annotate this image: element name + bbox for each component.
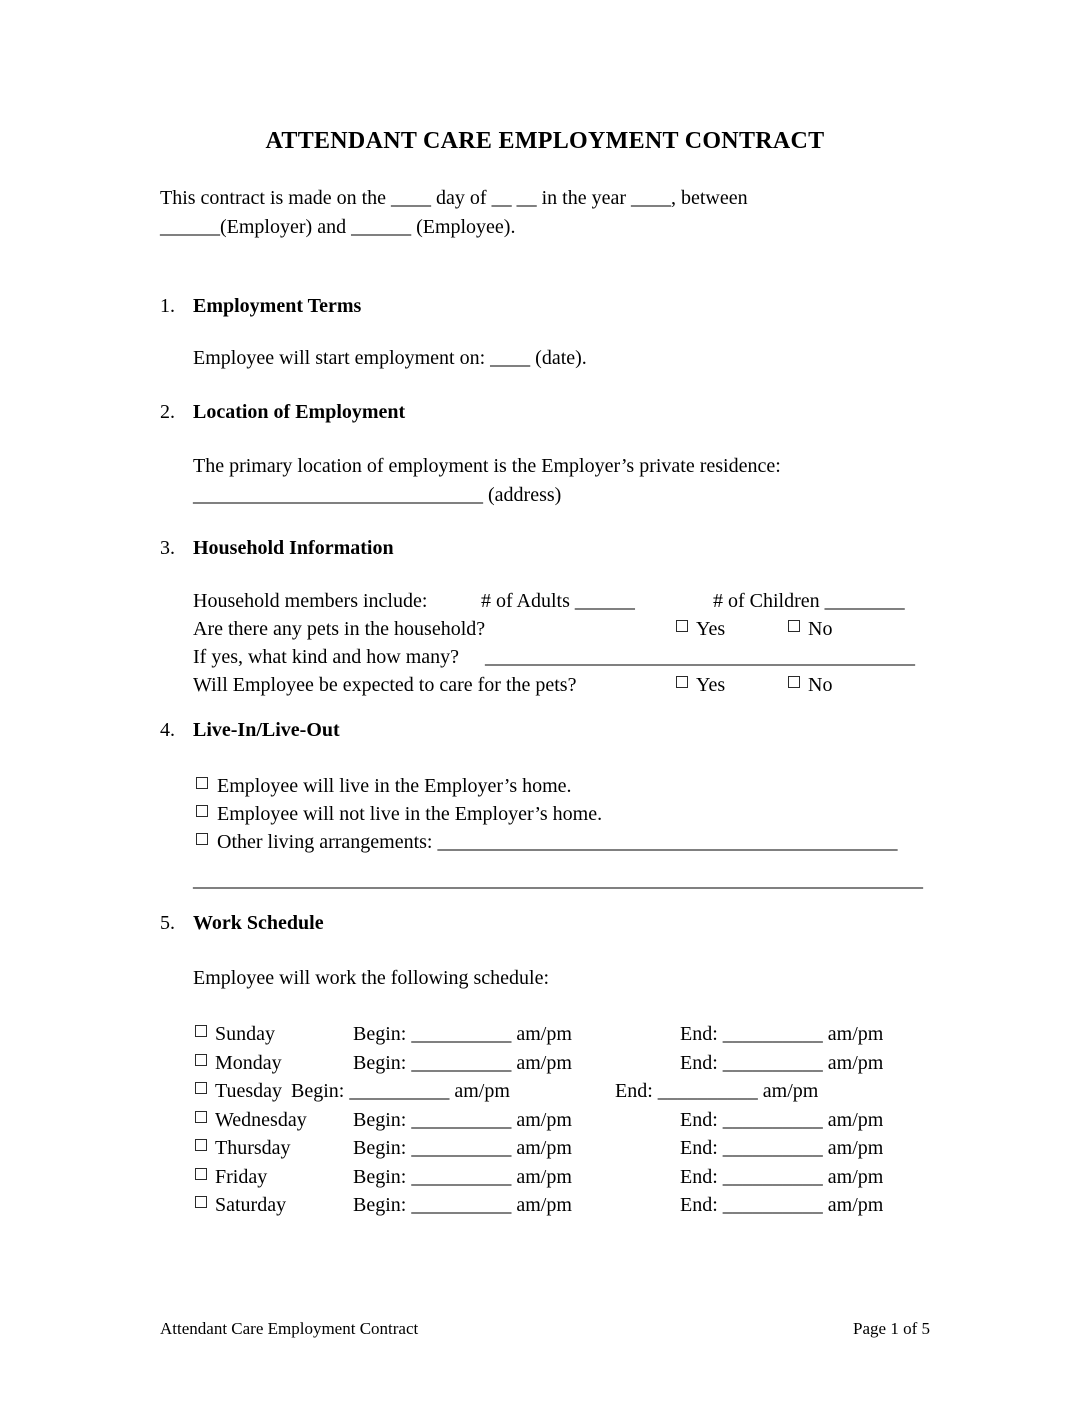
schedule-row-sunday — [193, 1020, 930, 1048]
yes-label: Yes — [696, 674, 726, 696]
thursday-checkbox[interactable] — [195, 1139, 207, 1151]
pets-yes-checkbox[interactable] — [676, 620, 688, 632]
section-4-title: Live-In/Live-Out — [193, 719, 340, 741]
section-5-heading — [160, 909, 324, 937]
schedule-intro: Employee will work the following schedule: — [193, 967, 550, 989]
tuesday-checkbox[interactable] — [195, 1082, 207, 1094]
friday-checkbox[interactable] — [195, 1168, 207, 1180]
section-5-title: Work Schedule — [193, 912, 324, 934]
end-time-blank: End: __________ am/pm — [680, 1052, 884, 1074]
other-arrangements-continuation-blank: _________________________________________________________________________ — [193, 869, 923, 891]
day-label: Friday — [215, 1166, 268, 1188]
end-time-blank: End: __________ am/pm — [615, 1080, 819, 1102]
location-line-1: The primary location of employment is the Employer’s private residence: — [193, 455, 781, 477]
section-2-title: Location of Employment — [193, 401, 406, 423]
intro-paragraph — [160, 184, 748, 242]
section-1-heading — [160, 292, 361, 320]
other-arrangements-checkbox[interactable] — [196, 833, 208, 845]
tuesday-option — [195, 1077, 207, 1105]
live-out-checkbox[interactable] — [196, 805, 208, 817]
live-out-option — [193, 800, 602, 828]
pets-care-no-option — [788, 671, 832, 699]
document-title: ATTENDANT CARE EMPLOYMENT CONTRACT — [265, 128, 825, 154]
pets-no-option — [788, 615, 832, 643]
address-blank-line: _____________________________ (address) — [193, 484, 562, 506]
wednesday-option — [195, 1106, 207, 1134]
live-out-label: Employee will not live in the Employer’s home. — [217, 803, 603, 825]
section-2-heading — [160, 398, 405, 426]
saturday-checkbox[interactable] — [195, 1196, 207, 1208]
day-label: Tuesday — [215, 1080, 283, 1102]
schedule-row-thursday — [193, 1134, 930, 1162]
pets-kind-blank: ___________________________________________ — [485, 646, 915, 668]
pets-care-yes-checkbox[interactable] — [676, 676, 688, 688]
saturday-option — [195, 1191, 207, 1219]
section-4-number: 4. — [160, 719, 175, 741]
employment-start-line: Employee will start employment on: ____ (date). — [193, 347, 587, 369]
section-5-number: 5. — [160, 912, 175, 934]
pets-yes-option — [676, 615, 725, 643]
day-label: Thursday — [215, 1137, 291, 1159]
pets-kind-question: If yes, what kind and how many? — [193, 646, 460, 668]
section-1-title: Employment Terms — [193, 295, 362, 317]
day-label: Saturday — [215, 1194, 287, 1216]
sunday-checkbox[interactable] — [195, 1025, 207, 1037]
section-4-heading — [160, 716, 340, 744]
schedule-row-wednesday — [193, 1106, 930, 1134]
end-time-blank: End: __________ am/pm — [680, 1166, 884, 1188]
monday-checkbox[interactable] — [195, 1054, 207, 1066]
begin-time-blank: Begin: __________ am/pm — [353, 1052, 572, 1074]
end-time-blank: End: __________ am/pm — [680, 1109, 884, 1131]
page-content — [160, 0, 930, 1408]
end-time-blank: End: __________ am/pm — [680, 1023, 884, 1045]
begin-time-blank: Begin: __________ am/pm — [353, 1109, 572, 1131]
wednesday-checkbox[interactable] — [195, 1111, 207, 1123]
household-members-label: Household members include: — [193, 590, 428, 612]
pets-question: Are there any pets in the household? — [193, 618, 486, 640]
no-label: No — [808, 674, 833, 696]
schedule-row-saturday — [193, 1191, 930, 1219]
children-count-blank: # of Children ________ — [713, 590, 905, 612]
begin-time-blank: Begin: __________ am/pm — [353, 1166, 572, 1188]
pets-question-row — [193, 615, 930, 643]
intro-line-1: This contract is made on the ____ day of __ __ in the year ____, between — [160, 187, 748, 209]
other-arrangements-option — [193, 828, 898, 856]
intro-line-2: ______(Employer) and ______ (Employee). — [160, 216, 516, 238]
yes-label: Yes — [696, 618, 726, 640]
section-3-heading — [160, 534, 394, 562]
section-2-number: 2. — [160, 401, 175, 423]
begin-time-blank: Begin: __________ am/pm — [353, 1137, 572, 1159]
section-3-number: 3. — [160, 537, 175, 559]
household-members-row — [193, 587, 930, 615]
section-1-number: 1. — [160, 295, 175, 317]
end-time-blank: End: __________ am/pm — [680, 1194, 884, 1216]
no-label: No — [808, 618, 833, 640]
thursday-option — [195, 1134, 207, 1162]
pets-care-row — [193, 671, 930, 699]
day-label: Sunday — [215, 1023, 275, 1045]
footer-page-number: Page 1 of 5 — [853, 1319, 930, 1338]
pets-no-checkbox[interactable] — [788, 620, 800, 632]
day-label: Monday — [215, 1052, 282, 1074]
other-arrangements-label: Other living arrangements: ______________________________________________ — [217, 831, 898, 853]
live-in-option — [193, 772, 572, 800]
sunday-option — [195, 1020, 207, 1048]
live-in-label: Employee will live in the Employer’s home. — [217, 775, 572, 797]
pets-care-question: Will Employee be expected to care for the pets? — [193, 674, 577, 696]
pets-kind-row — [193, 643, 930, 671]
begin-time-blank: Begin: __________ am/pm — [353, 1023, 572, 1045]
day-label: Wednesday — [215, 1109, 307, 1131]
pets-care-no-checkbox[interactable] — [788, 676, 800, 688]
schedule-row-monday — [193, 1049, 930, 1077]
monday-option — [195, 1049, 207, 1077]
end-time-blank: End: __________ am/pm — [680, 1137, 884, 1159]
adults-count-blank: # of Adults ______ — [481, 590, 635, 612]
pets-care-yes-option — [676, 671, 725, 699]
section-3-title: Household Information — [193, 537, 394, 559]
begin-time-blank: Begin: __________ am/pm — [353, 1194, 572, 1216]
schedule-row-friday — [193, 1163, 930, 1191]
begin-time-blank: Begin: __________ am/pm — [291, 1080, 510, 1102]
live-in-checkbox[interactable] — [196, 777, 208, 789]
footer-document-title: Attendant Care Employment Contract — [160, 1319, 419, 1338]
schedule-row-tuesday — [193, 1077, 930, 1105]
friday-option — [195, 1163, 207, 1191]
